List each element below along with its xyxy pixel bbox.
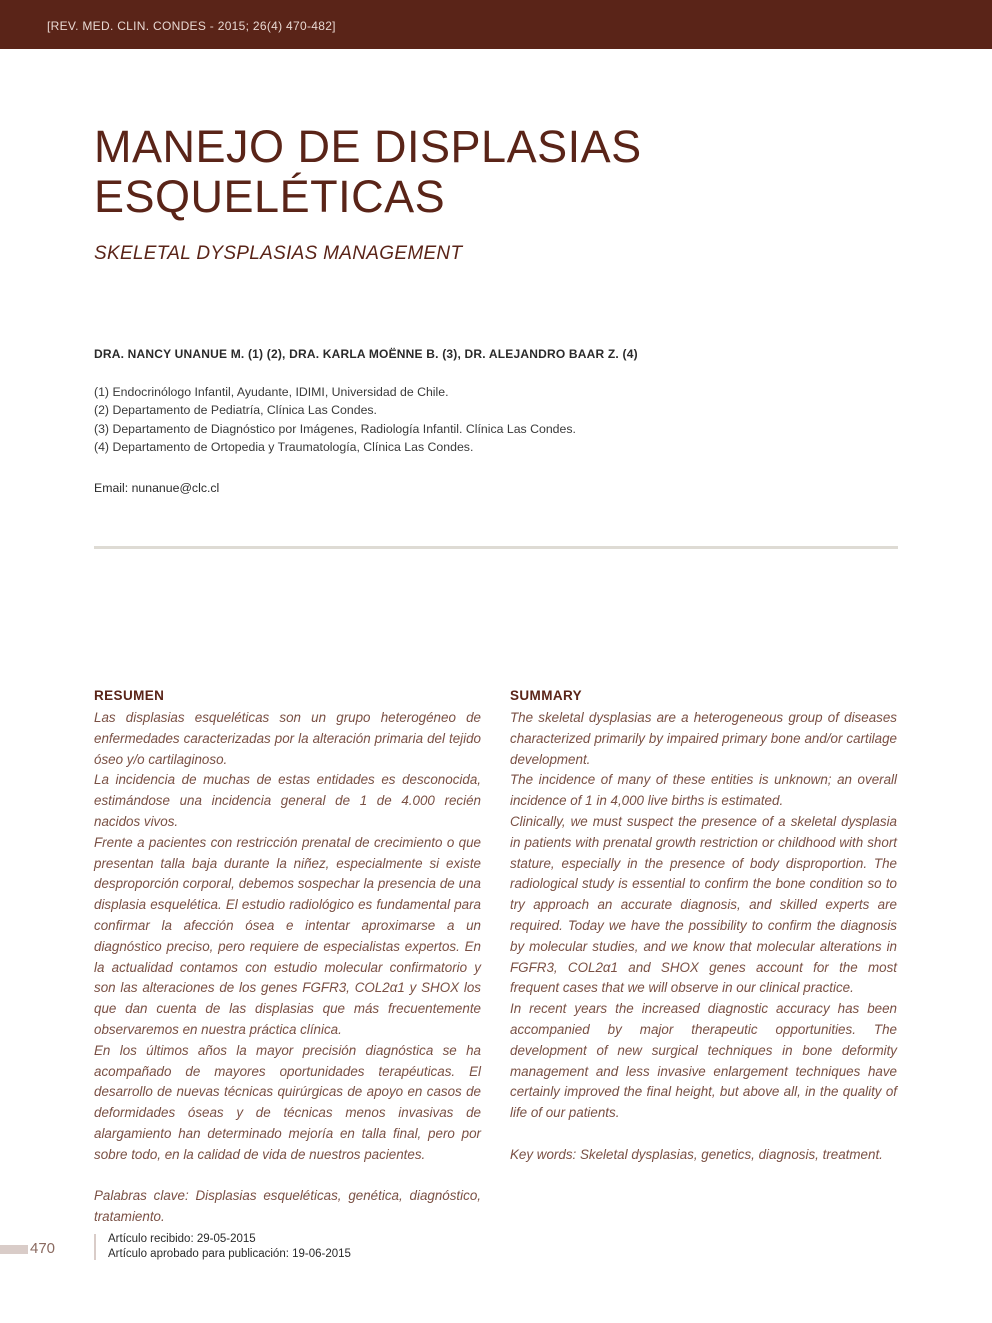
resumen-paragraph: Las displasias esqueléticas son un grupo heterogéneo de enfermedades caracterizadas por la alteración primaria del tejido óseo y/o cartilaginoso. [94,710,481,767]
page-number-tab [0,1245,28,1254]
resumen-paragraph: En los últimos años la mayor precisión diagnóstica se ha acompañado de mayores oportunidades terapéuticas. El desarrollo de nuevas técnicas quirúrgicas de apoyo en casos de deformidades óseas y de técnicas menos invasivas de alargamiento han determinado mejoría en talla final, pero por sobre todo, en la calidad de vida de nuestros pacientes. [94,1042,481,1162]
footer-rule [94,1234,96,1260]
summary-heading: SUMMARY [510,688,583,703]
affiliation-item: (2) Departamento de Pediatría, Clínica Las Condes. [94,403,377,418]
approved-date: Artículo aprobado para publicación: 19-06-2015 [108,1248,351,1260]
summary-paragraph: The skeletal dysplasias are a heterogeneous group of diseases characterized primarily by impaired primary bone and/or cartilage development. [510,710,897,767]
summary-paragraph: The incidence of many of these entities is unknown; an overall incidence of 1 in 4,000 live births is estimated. [510,772,897,809]
resumen-paragraph: La incidencia de muchas de estas entidades es desconocida, estimándose una incidencia general de 1 de 4.000 recién nacidos vivos. [94,772,481,829]
resumen-column [94,687,481,1228]
section-divider [94,546,898,549]
author-list: DRA. NANCY UNANUE M. (1) (2), DRA. KARLA MOËNNE B. (3), DR. ALEJANDRO BAAR Z. (4) [94,347,638,361]
resumen-keywords: Palabras clave: Displasias esqueléticas, genética, diagnóstico, tratamiento. [94,1188,481,1225]
affiliations [94,383,576,457]
article-dates [108,1232,351,1262]
article-title-line-1: MANEJO DE DISPLASIAS [94,121,642,172]
article-title-line-2: ESQUELÉTICAS [94,171,446,222]
journal-citation: [REV. MED. CLIN. CONDES - 2015; 26(4) 470-482] [47,19,336,33]
article-title [94,122,854,222]
contact-email: Email: nunanue@clc.cl [94,481,220,495]
affiliation-item: (1) Endocrinólogo Infantil, Ayudante, IDIMI, Universidad de Chile. [94,385,449,399]
journal-header-bar [0,0,992,49]
received-date: Artículo recibido: 29-05-2015 [108,1233,256,1245]
resumen-heading: RESUMEN [94,688,165,703]
summary-keywords: Key words: Skeletal dysplasias, genetics, diagnosis, treatment. [510,1146,883,1162]
affiliation-item: (3) Departamento de Diagnóstico por Imágenes, Radiología Infantil. Clínica Las Condes. [94,421,576,436]
summary-paragraph: In recent years the increased diagnostic accuracy has been accompanied by major therapeutic opportunities. The development of new surgical techniques in bone deformity management and less invasive enlargement techniques have certainly improved the final height, but above all, in the quality of life of our patients. [510,1001,897,1121]
article-subtitle: SKELETAL DYSPLASIAS MANAGEMENT [94,243,463,264]
page-number: 470 [30,1240,56,1257]
summary-paragraph: Clinically, we must suspect the presence of a skeletal dysplasia in patients with prenatal growth restriction or childhood with short stature, especially in the presence of body disproportion. The radiological study is essential to confirm the bone condition so to try approach an accurate diagnosis, and skilled experts are required. Today we have the possibility to confirm the diagnosis by molecular studies, and we know that molecular alterations in FGFR3, COL2α1 and SHOX genes account for the most frequent cases that we will observe in our clinical practice. [510,813,897,996]
summary-column [510,687,897,1166]
resumen-paragraph: Frente a pacientes con restricción prenatal de crecimiento o que presentan talla baja durante la niñez, especialmente si existe desproporción corporal, debemos sospechar la presencia de una displasia esquelética. El estudio radiológico es fundamental para confirmar la afección ósea e intentar aproximarse a un diagnóstico preciso, pero requiere de especialistas expertos. En la actualidad contamos con estudio molecular confirmatorio y son las alteraciones de los genes FGFR3, COL2α1 y SHOX los que dan cuenta de las displasias que más frecuentemente observaremos en nuestra práctica clínica. [94,834,481,1037]
affiliation-item: (4) Departamento de Ortopedia y Traumatología, Clínica Las Condes. [94,440,474,455]
